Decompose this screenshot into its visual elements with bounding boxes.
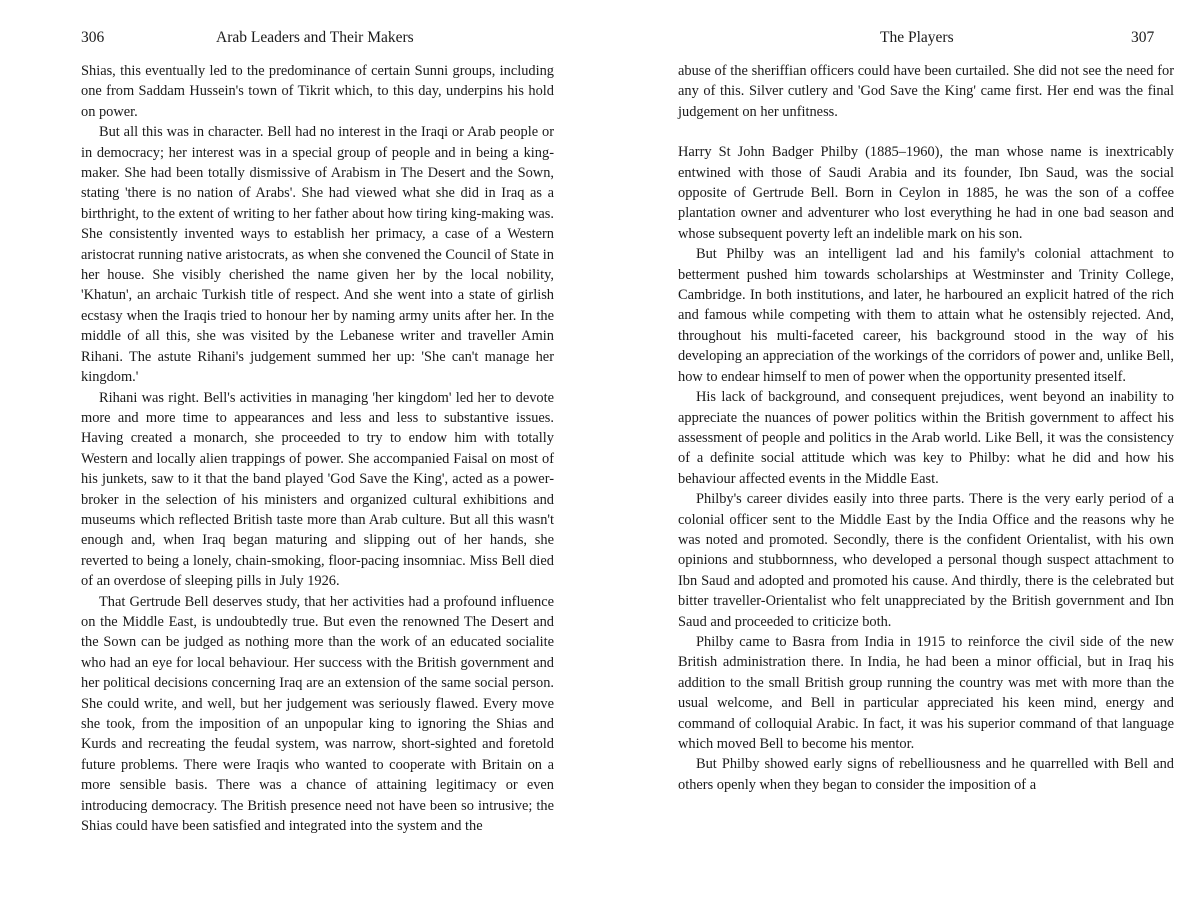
paragraph: But Philby was an intelligent lad and his family's colonial attachment to betterment pushed him towards scholarships at Westminster and Trinity College, Cambridge. In both institutions, and later, he harboured an explicit hatred of the rich and famous while competing with them to attain what he ostensibly rejected. And, throughout his multi-faceted career, his background stood in the way of his developing an appreciation of the workings of the corridors of power and, unlike Bell, how to endear himself to men of power when the opportunity presented itself. — [678, 246, 1174, 385]
paragraph: Rihani was right. Bell's activities in managing 'her kingdom' led her to devote more and more time to appearances and less and less to substantive issues. Having created a monarch, she proceeded to try to endow him with totally Western and locally alien trappings of power. She accompanied Faisal on most of his junkets, saw to it that the band played 'God Save the King', acted as a power-broker in the selection of his ministers and organized cultural exhibitions and museums which reflected British taste more than Arab culture. But all this wasn't enough and, when Iraq began maturing and slipping out of her hands, she reverted to being a lonely, chain-smoking, floor-pacing insomniac. Miss Bell died of an overdose of sleeping pills in July 1926. — [81, 389, 554, 590]
left-page-number: 306 — [81, 29, 105, 46]
paragraph: Philby came to Basra from India in 1915 to reinforce the civil side of the new British administration there. In India, he had been a minor official, but in Iraq his addition to the small British group running the country was met with more than the usual welcome, and Bell in particular appreciated his keen mind, energy and command of colloquial Arabic. In fact, it was his superior command of that language which moved Bell to become his mentor. — [678, 633, 1174, 752]
right-page — [597, 0, 1195, 898]
paragraph: abuse of the sheriffian officers could have been curtailed. She did not see the need for any of this. Silver cutlery and 'God Save the King' came first. Her end was the final judgement on her unfitness. — [678, 63, 1174, 120]
left-page-body — [81, 61, 554, 836]
right-page-number: 307 — [1131, 29, 1155, 46]
paragraph: But Philby showed early signs of rebelliousness and he quarrelled with Bell and others openly when they began to consider the imposition of a — [678, 756, 1174, 793]
paragraph: Shias, this eventually led to the predominance of certain Sunni groups, including one from Saddam Hussein's town of Tikrit which, to this day, underpins his hold on power. — [81, 63, 554, 120]
left-running-head: Arab Leaders and Their Makers — [216, 29, 414, 46]
section-start-paragraph: Harry St John Badger Philby (1885–1960), the man whose name is inextricably entwined with those of Saudi Arabia and its founder, Ibn Saud, was the social opposite of Gertrude Bell. Born in Ceylon in 1885, he was the son of a coffee plantation owner and adventurer who lost everything he had in one bad season and whose subsequent poverty left an indelible mark on his son. — [678, 144, 1174, 242]
paragraph: But all this was in character. Bell had no interest in the Iraqi or Arab people or in democracy; her interest was in a special group of people and in being a king-maker. She had been totally dismissive of Arabism in The Desert and the Sown, stating 'there is no nation of Arabs'. She had viewed what she did in Iraq as a birthright, to the extent of writing to her father about how tiring king-making was. She consistently invented ways to establish her primacy, a case of a Western aristocrat running native aristocrats, as when she convened the Council of State in her house. She visibly cherished the name given her by the local nobility, 'Khatun', an archaic Turkish title of respect. And she went into a state of girlish ecstasy when the Iraqis tried to honour her by naming army units after her. In the middle of all this, she was visited by the Lebanese writer and traveller Amin Rihani. The astute Rihani's judgement summed her up: 'She can't manage her kingdom.' — [81, 124, 554, 386]
paragraph: That Gertrude Bell deserves study, that her activities had a profound influence on the Middle East, is undoubtedly true. But even the renowned The Desert and the Sown can be judged as nothing more than the work of an educated socialite who had an eye for local behaviour. Her success with the British government and her political decisions concerning Iraq are an extension of the same social person. She could write, and well, but her judgement was seriously flawed. Every move she took, from the imposition of an unpopular king to ignoring the Shias and Kurds and recreating the feudal system, was narrow, short-sighted and foretold future problems. There were Iraqis who wanted to cooperate with Britain on a more sensible basis. There was a chance of attaining legitimacy or even introducing democracy. The British presence need not have been so intrusive; the Shias could have been satisfied and integrated into the system and the — [81, 593, 554, 835]
paragraph: His lack of background, and consequent prejudices, went beyond an inability to appreciate the nuances of power politics within the British government to affect his assessment of people and politics in the Arab world. Like Bell, it was the consistency of a definite social attitude which was key to Philby: what he did and how his behaviour affected events in the Middle East. — [678, 389, 1174, 487]
paragraph: Philby's career divides easily into three parts. There is the very early period of a colonial officer sent to the Middle East by the India Office and the reasons why he was noted and promoted. Secondly, there is the confident Orientalist, with his own opinions and stubbornness, who developed a personal though suspect attachment to Ibn Saud and adopted and promoted his cause. And thirdly, there is the celebrated but bitter traveller-Orientalist who felt unappreciated by the British government and Ibn Saud and proceeded to criticize both. — [678, 491, 1174, 630]
right-running-head: The Players — [880, 29, 954, 46]
left-page — [0, 0, 597, 898]
right-page-body — [678, 61, 1174, 795]
